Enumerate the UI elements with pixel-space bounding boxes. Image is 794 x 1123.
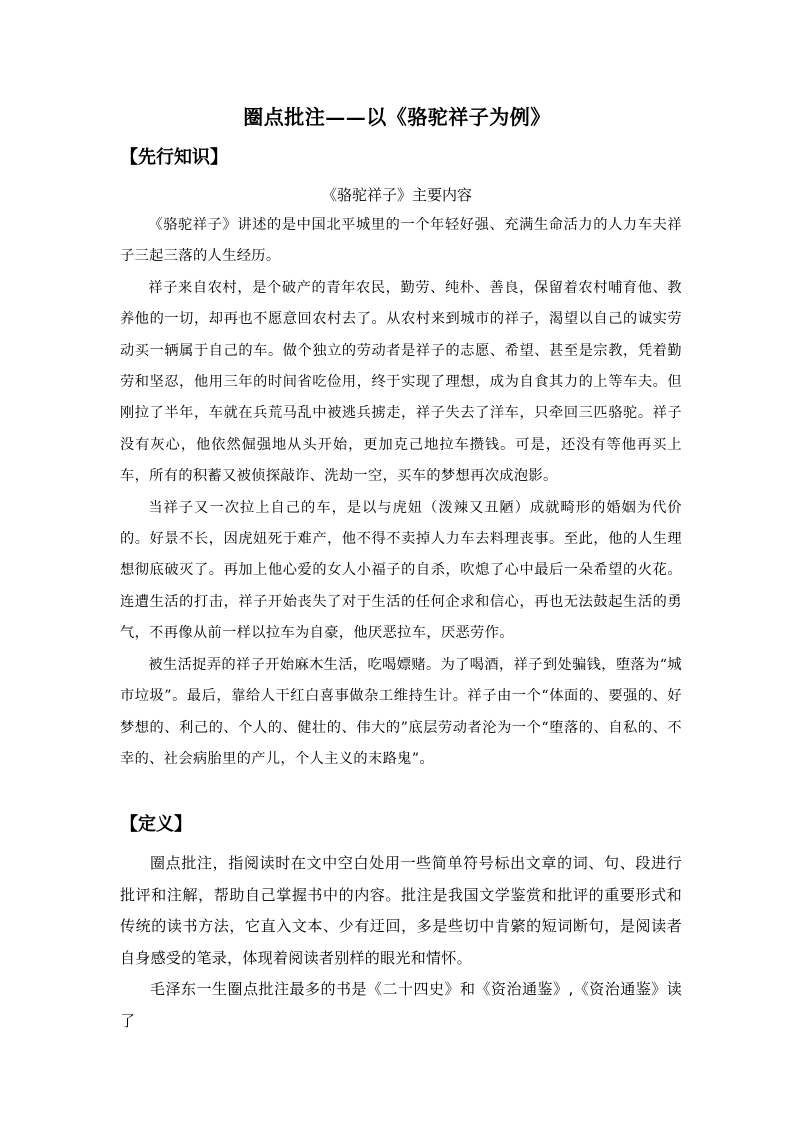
summary-body xyxy=(120,210,682,775)
page-title: 圈点批注——以《骆驼祥子为例》 xyxy=(243,105,551,129)
definition-body xyxy=(120,848,682,1037)
section-heading-definition: 【定义】 xyxy=(120,814,192,835)
definition-paragraph: 毛泽东一生圈点批注最多的书是《二十四史》和《资治通鉴》,《资治通鉴》读了 xyxy=(120,980,682,1030)
section-heading-prior-knowledge: 【先行知识】 xyxy=(120,147,228,168)
summary-paragraph: 《骆驼祥子》讲述的是中国北平城里的一个年轻好强、充满生命活力的人力车夫祥子三起三落的人生经历。 xyxy=(120,217,682,265)
summary-paragraph: 被生活捉弄的祥子开始麻木生活，吃喝嫖赌。为了喝酒，祥子到处骗钱，堕落为“城市垃圾”。最后，靠给人干红白喜事做杂工维持生计。祥子由一个“体面的、要强的、好梦想的、利己的、个人的、健壮的、伟大的”底层劳动者沦为一个“堕落的、自私的、不幸的、社会病胎里的产儿，个人主义的末路鬼”。 xyxy=(120,656,682,767)
summary-subtitle: 《骆驼祥子》主要内容 xyxy=(321,186,472,204)
definition-paragraph: 圈点批注，指阅读时在文中空白处用一些简单符号标出文章的词、句、段进行批评和注解，帮助自己掌握书中的内容。批注是我国文学鉴赏和批评的重要形式和传统的读书方法，它直入文本、少有迂回，多是些切中肯綮的短词断句，是阅读者自身感受的笔录，体现着阅读者别样的眼光和情怀。 xyxy=(120,854,682,967)
summary-paragraph: 祥子来自农村，是个破产的青年农民，勤劳、纯朴、善良，保留着农村哺育他、教养他的一切，却再也不愿意回农村去了。从农村来到城市的祥子，渴望以自己的诚实劳动买一辆属于自己的车。做个独立的劳动者是祥子的志愿、希望、甚至是宗教，凭着勤劳和坚忍，他用三年的时间省吃俭用，终于实现了理想，成为自食其力的上等车夫。但刚拉了半年，车就在兵荒马乱中被逃兵掳走，祥子失去了洋车，只牵回三匹骆驼。祥子没有灰心，他依然倔强地从头开始，更加克己地拉车攒钱。可是，还没有等他再买上车，所有的积蓄又被侦探敲诈、洗劫一空，买车的梦想再次成泡影。 xyxy=(120,279,682,485)
summary-paragraph: 当祥子又一次拉上自己的车，是以与虎妞（泼辣又丑陋）成就畸形的婚姻为代价的。好景不长，因虎妞死于难产，他不得不卖掉人力车去料理丧事。至此，他的人生理想彻底破灭了。再加上他心爱的女人小福子的自杀，吹熄了心中最后一朵希望的火花。连遭生活的打击，祥子开始丧失了对于生活的任何企求和信心，再也无法鼓起生活的勇气，不再像从前一样以拉车为自豪，他厌恶拉车，厌恶劳作。 xyxy=(120,499,682,642)
